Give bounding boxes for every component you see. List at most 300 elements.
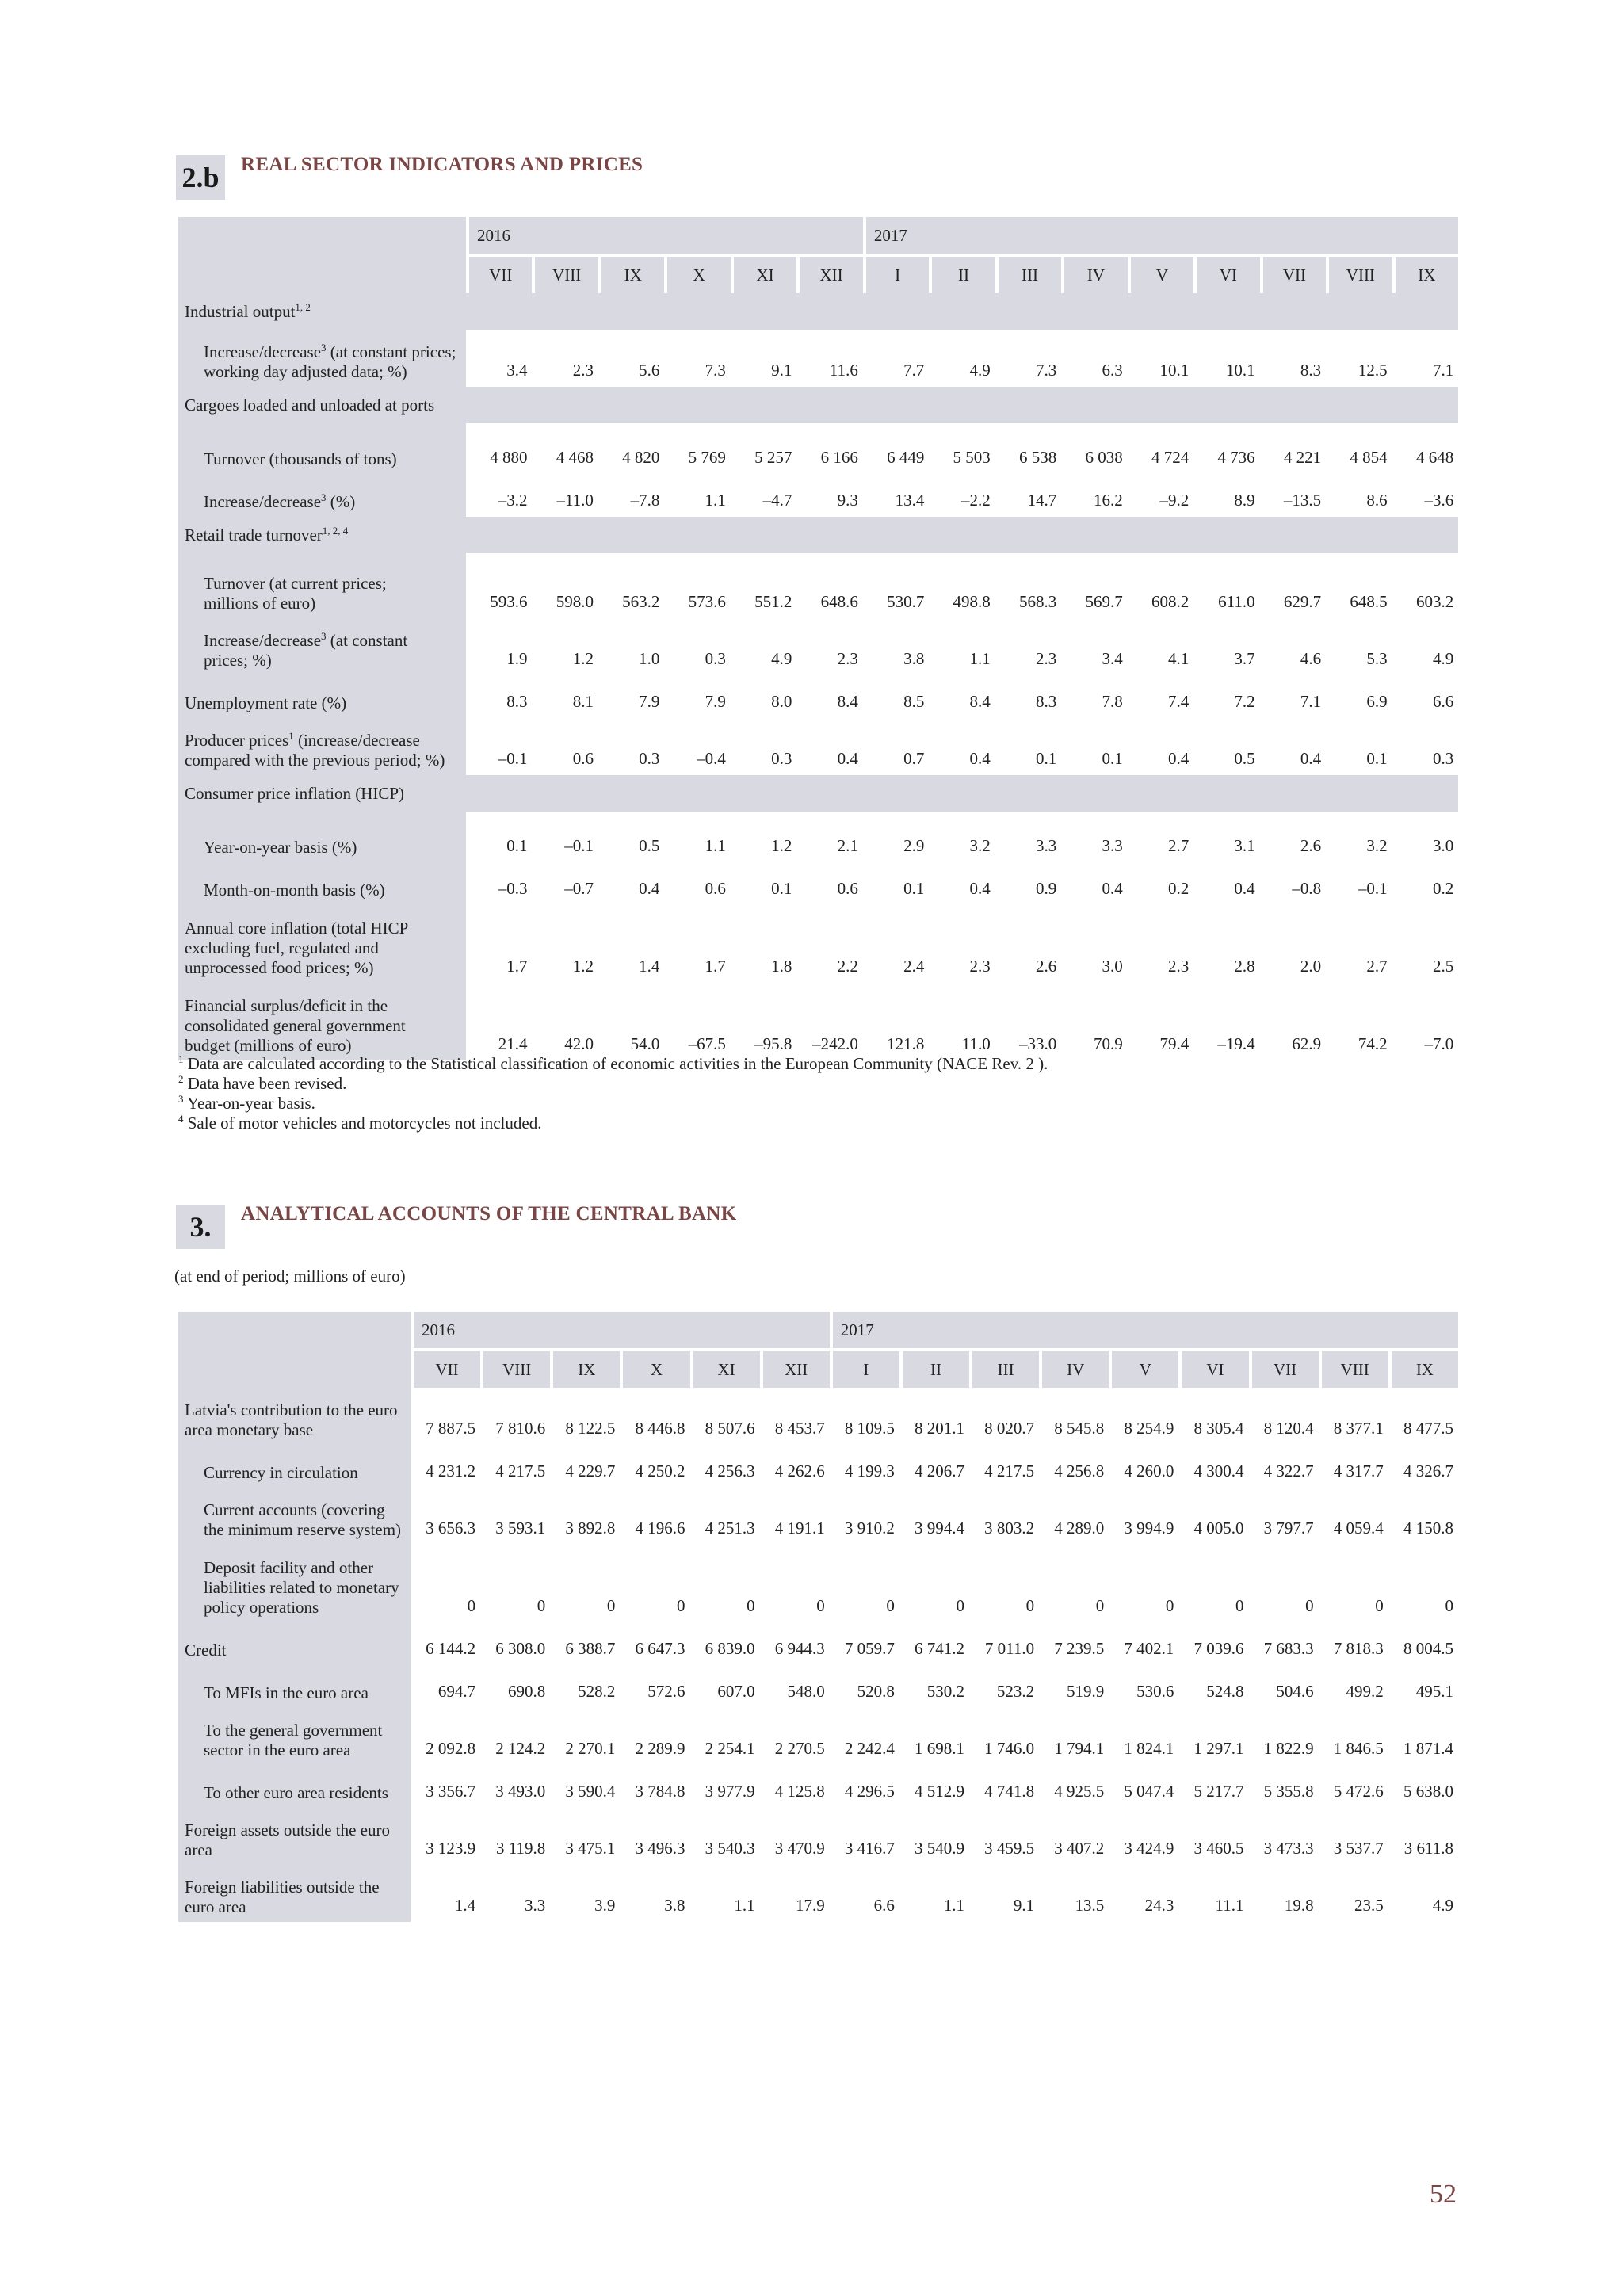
row-label-line: Current accounts (covering [204, 1500, 385, 1519]
core-inflation-value: 2.3 [1128, 905, 1193, 983]
footnote-number: 1 [178, 1053, 184, 1065]
cb-month-header: IX [1388, 1348, 1458, 1388]
cb-row-9-value: 11.1 [1178, 1865, 1248, 1922]
cb-row-8-value: 3 611.8 [1388, 1808, 1458, 1865]
cb-row-7-value: 3 590.4 [550, 1765, 620, 1808]
cb-row-0-value: 8 109.5 [830, 1388, 899, 1445]
hicp-yoy-value: 3.0 [1392, 819, 1459, 862]
hicp-label [178, 775, 1458, 812]
cargo-turnover-label: Turnover (thousands of tons) [204, 449, 397, 468]
unemployment-value: 7.4 [1128, 675, 1193, 718]
cb-row-2-value: 4 251.3 [690, 1488, 760, 1545]
producer-prices-value: 0.1 [995, 718, 1061, 775]
rs-year-2017: 2017 [863, 217, 1458, 254]
cb-row-2-value: 4 191.1 [760, 1488, 830, 1545]
hicp-mom-value: 0.4 [1193, 862, 1259, 905]
footnote [178, 1054, 1048, 1074]
cb-row-7-value: 3 977.9 [690, 1765, 760, 1808]
hicp-mom-value: 0.2 [1392, 862, 1459, 905]
row-label-line: area [185, 1840, 212, 1859]
cb-row-8-row [178, 1808, 1458, 1865]
page-number: 52 [1430, 2179, 1457, 2209]
cb-row-3-value: 0 [1178, 1545, 1248, 1622]
cb-row-4-label [178, 1622, 411, 1665]
hicp-yoy-value: 3.2 [929, 819, 995, 862]
cb-month-header: VI [1178, 1348, 1248, 1388]
row-label-line: Foreign assets outside the euro [185, 1820, 390, 1839]
cb-row-6-value: 2 124.2 [480, 1708, 550, 1765]
hicp-mom-value: 0.6 [664, 862, 730, 905]
cb-row-4-value: 7 402.1 [1109, 1622, 1178, 1665]
footnote-ref: 3 [321, 630, 327, 642]
hicp-yoy-value: 3.1 [1193, 819, 1259, 862]
rs-month-header: XI [731, 254, 796, 293]
retail-increase-value: 2.3 [796, 618, 863, 675]
cb-row-1-label [178, 1445, 411, 1488]
footnote-number: 3 [178, 1093, 184, 1105]
rs-month-header: V [1128, 254, 1193, 293]
cb-row-9-row [178, 1865, 1458, 1922]
cb-row-5-value: 548.0 [760, 1665, 830, 1708]
cb-row-3-value: 0 [1319, 1545, 1388, 1622]
cargo-increase-value: 14.7 [995, 474, 1061, 517]
rs-month-header: XII [796, 254, 863, 293]
cb-row-4-value: 7 039.6 [1178, 1622, 1248, 1665]
rs-year-2016: 2016 [466, 217, 863, 254]
cargo-increase-row [178, 474, 1458, 517]
row-label-line: Credit [185, 1641, 227, 1660]
core-inflation-value: 1.4 [598, 905, 664, 983]
cb-row-7-value: 4 925.5 [1039, 1765, 1109, 1808]
footnote-ref: 1, 2 [295, 300, 311, 313]
footnote [178, 1074, 1048, 1094]
industrial-output-label [178, 293, 1458, 330]
retail-increase-value: 1.0 [598, 618, 664, 675]
cargo-increase-value: 9.3 [796, 474, 863, 517]
cb-row-0-value: 8 305.4 [1178, 1388, 1248, 1445]
core-inflation-row [178, 905, 1458, 983]
cargo-increase-value: 1.1 [664, 474, 730, 517]
cargo-turnover-value: 6 038 [1061, 431, 1127, 474]
hicp-yoy-value: 0.5 [598, 819, 664, 862]
cargo-increase-value: 8.6 [1326, 474, 1392, 517]
hicp-yoy-row [178, 819, 1458, 862]
io-increase-value: 11.6 [796, 330, 863, 387]
cb-row-8-value: 3 496.3 [620, 1808, 689, 1865]
retail-turnover-label-a: Turnover (at current prices; [204, 574, 387, 593]
cb-row-0-value: 7 887.5 [411, 1388, 480, 1445]
cb-row-3-row [178, 1545, 1458, 1622]
cb-row-2-value: 4 289.0 [1039, 1488, 1109, 1545]
footnotes [178, 1054, 1048, 1133]
hicp-mom-value: –0.7 [532, 862, 598, 905]
core-inflation-label [178, 905, 466, 983]
cargo-increase-value: –4.7 [731, 474, 796, 517]
cargo-increase-value: –3.2 [466, 474, 532, 517]
core-inflation-value: 2.3 [929, 905, 995, 983]
cb-row-0-value: 8 507.6 [690, 1388, 760, 1445]
cb-row-9-value: 3.8 [620, 1865, 689, 1922]
cb-row-5-value: 690.8 [480, 1665, 550, 1708]
cb-row-4-value: 6 308.0 [480, 1622, 550, 1665]
cb-row-2-value: 4 059.4 [1319, 1488, 1388, 1545]
cb-row-1-value: 4 217.5 [969, 1445, 1039, 1488]
cargo-turnover-value: 5 769 [664, 431, 730, 474]
cb-row-7-value: 4 512.9 [899, 1765, 969, 1808]
row-label-line: To the general government [204, 1721, 383, 1740]
core-inflation-value: 2.6 [995, 905, 1061, 983]
core-inflation-value: 2.5 [1392, 905, 1459, 983]
cb-row-6-value: 1 794.1 [1039, 1708, 1109, 1765]
fiscal-balance-value: 121.8 [863, 983, 929, 1060]
real-sector-table [178, 217, 1458, 1060]
cargo-turnover-value: 6 538 [995, 431, 1061, 474]
fiscal-label-c: budget (millions of euro) [185, 1036, 352, 1055]
retail-increase-label [178, 618, 466, 675]
retail-increase-value: 1.9 [466, 618, 532, 675]
producer-prices-value: 0.4 [1128, 718, 1193, 775]
cb-row-0-row [178, 1388, 1458, 1445]
cargo-turnover-value: 5 503 [929, 431, 995, 474]
cb-row-5-label [178, 1665, 411, 1708]
cb-month-header: IX [550, 1348, 620, 1388]
cb-row-7-row [178, 1765, 1458, 1808]
core-label-b: excluding fuel, regulated and [185, 938, 379, 957]
row-label-line: liabilities related to monetary [204, 1578, 399, 1597]
cb-row-1-value: 4 250.2 [620, 1445, 689, 1488]
cargo-turnover-value: 4 854 [1326, 431, 1392, 474]
io-increase-row [178, 330, 1458, 387]
producer-prices-value: 0.4 [796, 718, 863, 775]
cb-row-7-value: 5 047.4 [1109, 1765, 1178, 1808]
hicp-mom-value: 0.4 [929, 862, 995, 905]
hicp-yoy-value: 2.6 [1260, 819, 1326, 862]
cb-month-header: XI [690, 1348, 760, 1388]
retail-increase-value: 3.8 [863, 618, 929, 675]
retail-gap-label-filler [178, 553, 466, 561]
fiscal-balance-value: 42.0 [532, 983, 598, 1060]
rs-header-corner [178, 217, 466, 293]
io-increase-label-a: Increase/decrease [204, 342, 322, 361]
hicp-row [178, 775, 1458, 812]
core-inflation-value: 1.7 [664, 905, 730, 983]
retail-increase-value: 3.4 [1061, 618, 1127, 675]
unemployment-label [178, 675, 466, 718]
hicp-mom-row [178, 862, 1458, 905]
cb-year-header-row [178, 1312, 1458, 1348]
cb-row-3-value: 0 [1039, 1545, 1109, 1622]
unemployment-value: 7.2 [1193, 675, 1259, 718]
io-increase-value: 10.1 [1128, 330, 1193, 387]
core-label-a: Annual core inflation (total HICP [185, 919, 409, 938]
producer-label-a: Producer prices [185, 731, 289, 750]
retail-increase-value: 4.9 [1392, 618, 1459, 675]
io-increase-label [178, 330, 466, 387]
cb-row-2-value: 4 150.8 [1388, 1488, 1458, 1545]
fiscal-balance-value: –95.8 [731, 983, 796, 1060]
cb-row-5-value: 499.2 [1319, 1665, 1388, 1708]
cargo-turnover-value: 4 724 [1128, 431, 1193, 474]
cb-row-8-value: 3 424.9 [1109, 1808, 1178, 1865]
row-label-line: euro area [185, 1897, 246, 1916]
hicp-mom-value: –0.1 [1326, 862, 1392, 905]
cb-row-0-value: 8 201.1 [899, 1388, 969, 1445]
cb-row-9-value: 1.4 [411, 1865, 480, 1922]
cb-row-1-value: 4 217.5 [480, 1445, 550, 1488]
rs-year-header-row [178, 217, 1458, 254]
retail-turnover-label-b: millions of euro) [204, 594, 316, 613]
core-inflation-value: 1.2 [532, 905, 598, 983]
fiscal-balance-value: –19.4 [1193, 983, 1259, 1060]
cb-month-header: VII [1249, 1348, 1319, 1388]
unemployment-value: 8.0 [731, 675, 796, 718]
fiscal-balance-value: 74.2 [1326, 983, 1392, 1060]
rs-month-header: IX [598, 254, 664, 293]
cb-row-8-value: 3 416.7 [830, 1808, 899, 1865]
cb-row-3-value: 0 [830, 1545, 899, 1622]
hicp-mom-value: 0.2 [1128, 862, 1193, 905]
footnote-text: Data have been revised. [187, 1074, 347, 1093]
section-2b-title: REAL SECTOR INDICATORS AND PRICES [241, 154, 643, 175]
hicp-yoy-value: 0.1 [466, 819, 532, 862]
row-label-line: area monetary base [185, 1420, 314, 1439]
cb-row-4-value: 7 818.3 [1319, 1622, 1388, 1665]
cb-row-1-row [178, 1445, 1458, 1488]
cb-row-4-row [178, 1622, 1458, 1665]
core-inflation-value: 2.2 [796, 905, 863, 983]
retail-turnover-row [178, 561, 1458, 618]
core-inflation-value: 1.8 [731, 905, 796, 983]
footnote [178, 1114, 1048, 1133]
section-2b-number: 2.b [176, 155, 225, 200]
retail-turnover-value: 563.2 [598, 561, 664, 618]
cb-row-1-value: 4 322.7 [1249, 1445, 1319, 1488]
fiscal-balance-value: –33.0 [995, 983, 1061, 1060]
retail-turnover-value: 648.5 [1326, 561, 1392, 618]
fiscal-balance-row [178, 983, 1458, 1060]
retail-increase-value: 4.9 [731, 618, 796, 675]
cb-row-6-value: 2 254.1 [690, 1708, 760, 1765]
io-increase-value: 7.7 [863, 330, 929, 387]
cargo-increase-value: –2.2 [929, 474, 995, 517]
cb-row-0-value: 8 020.7 [969, 1388, 1039, 1445]
cb-row-4-value: 6 944.3 [760, 1622, 830, 1665]
cb-row-1-value: 4 317.7 [1319, 1445, 1388, 1488]
cb-header-corner [178, 1312, 411, 1388]
hicp-gap [178, 812, 1458, 819]
cb-row-6-value: 1 297.1 [1178, 1708, 1248, 1765]
cb-row-4-value: 6 741.2 [899, 1622, 969, 1665]
retail-gap [178, 553, 1458, 561]
cb-row-0-value: 8 254.9 [1109, 1388, 1178, 1445]
cargo-increase-value: –7.8 [598, 474, 664, 517]
retail-turnover-value: 551.2 [731, 561, 796, 618]
cb-year-2016: 2016 [411, 1312, 830, 1348]
unemployment-value: 7.8 [1061, 675, 1127, 718]
core-inflation-value: 2.4 [863, 905, 929, 983]
cargo-increase-label-a: Increase/decrease [204, 492, 322, 511]
cargo-increase-value: 16.2 [1061, 474, 1127, 517]
fiscal-balance-value: 79.4 [1128, 983, 1193, 1060]
hicp-yoy-label [178, 819, 466, 862]
cargoes-label [178, 387, 1458, 423]
producer-label-c: compared with the previous period; %) [185, 751, 445, 770]
footnote-ref: 3 [321, 491, 327, 503]
retail-turnover-value: 611.0 [1193, 561, 1259, 618]
cb-row-1-value: 4 260.0 [1109, 1445, 1178, 1488]
cargo-turnover-value: 4 820 [598, 431, 664, 474]
retail-gap-filler [466, 553, 1458, 561]
cb-row-3-value: 0 [620, 1545, 689, 1622]
hicp-mom-value: –0.3 [466, 862, 532, 905]
retail-turnover-value: 498.8 [929, 561, 995, 618]
cb-row-1-value: 4 262.6 [760, 1445, 830, 1488]
io-increase-value: 7.3 [664, 330, 730, 387]
hicp-yoy-value: 2.1 [796, 819, 863, 862]
cb-row-2-value: 3 803.2 [969, 1488, 1039, 1545]
cb-row-7-label [178, 1765, 411, 1808]
cb-row-8-value: 3 470.9 [760, 1808, 830, 1865]
cb-row-0-value: 8 122.5 [550, 1388, 620, 1445]
cb-row-3-value: 0 [690, 1545, 760, 1622]
cargo-turnover-value: 6 449 [863, 431, 929, 474]
retail-label [178, 517, 1458, 553]
producer-prices-row [178, 718, 1458, 775]
unemployment-value: 8.3 [466, 675, 532, 718]
cb-row-3-value: 0 [969, 1545, 1039, 1622]
rs-month-header: VIII [1326, 254, 1392, 293]
rs-month-header: VIII [532, 254, 598, 293]
cb-row-1-value: 4 199.3 [830, 1445, 899, 1488]
cb-month-header: I [830, 1348, 899, 1388]
producer-prices-value: –0.1 [466, 718, 532, 775]
producer-prices-value: 0.1 [1326, 718, 1392, 775]
io-increase-value: 5.6 [598, 330, 664, 387]
row-label-line: Deposit facility and other [204, 1558, 374, 1577]
rs-month-header: X [664, 254, 730, 293]
cb-month-header: V [1109, 1348, 1178, 1388]
cargo-turnover-value: 4 880 [466, 431, 532, 474]
io-increase-value: 4.9 [929, 330, 995, 387]
io-increase-value: 7.1 [1392, 330, 1459, 387]
cb-row-6-value: 1 824.1 [1109, 1708, 1178, 1765]
cb-row-8-value: 3 540.9 [899, 1808, 969, 1865]
cb-month-header: VIII [1319, 1348, 1388, 1388]
retail-increase-value: 1.2 [532, 618, 598, 675]
cb-row-7-value: 3 493.0 [480, 1765, 550, 1808]
cb-row-5-value: 519.9 [1039, 1665, 1109, 1708]
section-3-number: 3. [176, 1205, 225, 1249]
cb-row-8-value: 3 473.3 [1249, 1808, 1319, 1865]
producer-prices-value: 0.3 [598, 718, 664, 775]
cb-row-4-value: 7 239.5 [1039, 1622, 1109, 1665]
hicp-mom-value: 0.9 [995, 862, 1061, 905]
footnote-number: 4 [178, 1113, 184, 1125]
io-increase-label-b: (at constant prices; [326, 342, 456, 361]
cb-row-3-value: 0 [1249, 1545, 1319, 1622]
cb-row-1-value: 4 256.3 [690, 1445, 760, 1488]
hicp-mom-value: 0.1 [731, 862, 796, 905]
cb-row-9-label [178, 1865, 411, 1922]
cb-row-2-value: 4 196.6 [620, 1488, 689, 1545]
producer-prices-value: –0.4 [664, 718, 730, 775]
cb-row-5-value: 523.2 [969, 1665, 1039, 1708]
footnote-ref: 3 [321, 342, 327, 353]
hicp-mom-value: 0.4 [598, 862, 664, 905]
cb-row-4-value: 7 011.0 [969, 1622, 1039, 1665]
cb-row-0-value: 8 453.7 [760, 1388, 830, 1445]
hicp-mom-label [178, 862, 466, 905]
cb-row-8-value: 3 475.1 [550, 1808, 620, 1865]
core-inflation-value: 2.8 [1193, 905, 1259, 983]
hicp-mom-value: –0.8 [1260, 862, 1326, 905]
fiscal-balance-value: 70.9 [1061, 983, 1127, 1060]
io-increase-value: 9.1 [731, 330, 796, 387]
unemployment-value: 8.3 [995, 675, 1061, 718]
producer-prices-value: 0.3 [731, 718, 796, 775]
cb-row-8-label [178, 1808, 411, 1865]
retail-turnover-value: 629.7 [1260, 561, 1326, 618]
cb-row-8-value: 3 540.3 [690, 1808, 760, 1865]
rs-month-header: IX [1392, 254, 1459, 293]
rs-month-header: III [995, 254, 1061, 293]
cargoes-gap [178, 423, 1458, 431]
row-label-line: policy operations [204, 1598, 319, 1617]
cb-row-0-value: 7 810.6 [480, 1388, 550, 1445]
hicp-mom-value: 0.4 [1061, 862, 1127, 905]
cb-row-9-value: 24.3 [1109, 1865, 1178, 1922]
cb-row-6-value: 2 242.4 [830, 1708, 899, 1765]
section-3-units-note: (at end of period; millions of euro) [174, 1266, 406, 1286]
fiscal-label-b: consolidated general government [185, 1016, 406, 1035]
cb-row-4-value: 6 388.7 [550, 1622, 620, 1665]
retail-label: Retail trade turnover [185, 525, 323, 544]
hicp-yoy-value: –0.1 [532, 819, 598, 862]
cb-row-7-value: 3 784.8 [620, 1765, 689, 1808]
cb-row-7-value: 4 125.8 [760, 1765, 830, 1808]
cargo-turnover-value: 6 166 [796, 431, 863, 474]
fiscal-balance-label [178, 983, 466, 1060]
retail-turnover-label [178, 561, 466, 618]
cb-row-0-label [178, 1388, 411, 1445]
fiscal-balance-value: 54.0 [598, 983, 664, 1060]
retail-increase-value: 3.7 [1193, 618, 1259, 675]
hicp-yoy-value: 1.1 [664, 819, 730, 862]
io-increase-value: 8.3 [1260, 330, 1326, 387]
retail-turnover-value: 593.6 [466, 561, 532, 618]
cargo-turnover-value: 4 468 [532, 431, 598, 474]
cb-row-1-value: 4 231.2 [411, 1445, 480, 1488]
cargo-turnover-row [178, 431, 1458, 474]
cb-row-7-value: 4 296.5 [830, 1765, 899, 1808]
retail-increase-value: 4.1 [1128, 618, 1193, 675]
section-3-title: ANALYTICAL ACCOUNTS OF THE CENTRAL BANK [241, 1203, 737, 1224]
cb-row-9-value: 4.9 [1388, 1865, 1458, 1922]
fiscal-balance-value: –242.0 [796, 983, 863, 1060]
retail-increase-label-a: Increase/decrease [204, 631, 322, 650]
rs-month-header: VI [1193, 254, 1259, 293]
cb-row-0-value: 8 120.4 [1249, 1388, 1319, 1445]
retail-turnover-value: 608.2 [1128, 561, 1193, 618]
core-label-c: unprocessed food prices; %) [185, 958, 374, 977]
cargo-turnover-value: 4 648 [1392, 431, 1459, 474]
retail-turnover-value: 598.0 [532, 561, 598, 618]
producer-label-b: (increase/decrease [293, 731, 420, 750]
cb-month-header: II [899, 1348, 969, 1388]
cargoes-gap-label-filler [178, 423, 466, 431]
io-increase-value: 2.3 [532, 330, 598, 387]
hicp-yoy-value: 2.9 [863, 819, 929, 862]
